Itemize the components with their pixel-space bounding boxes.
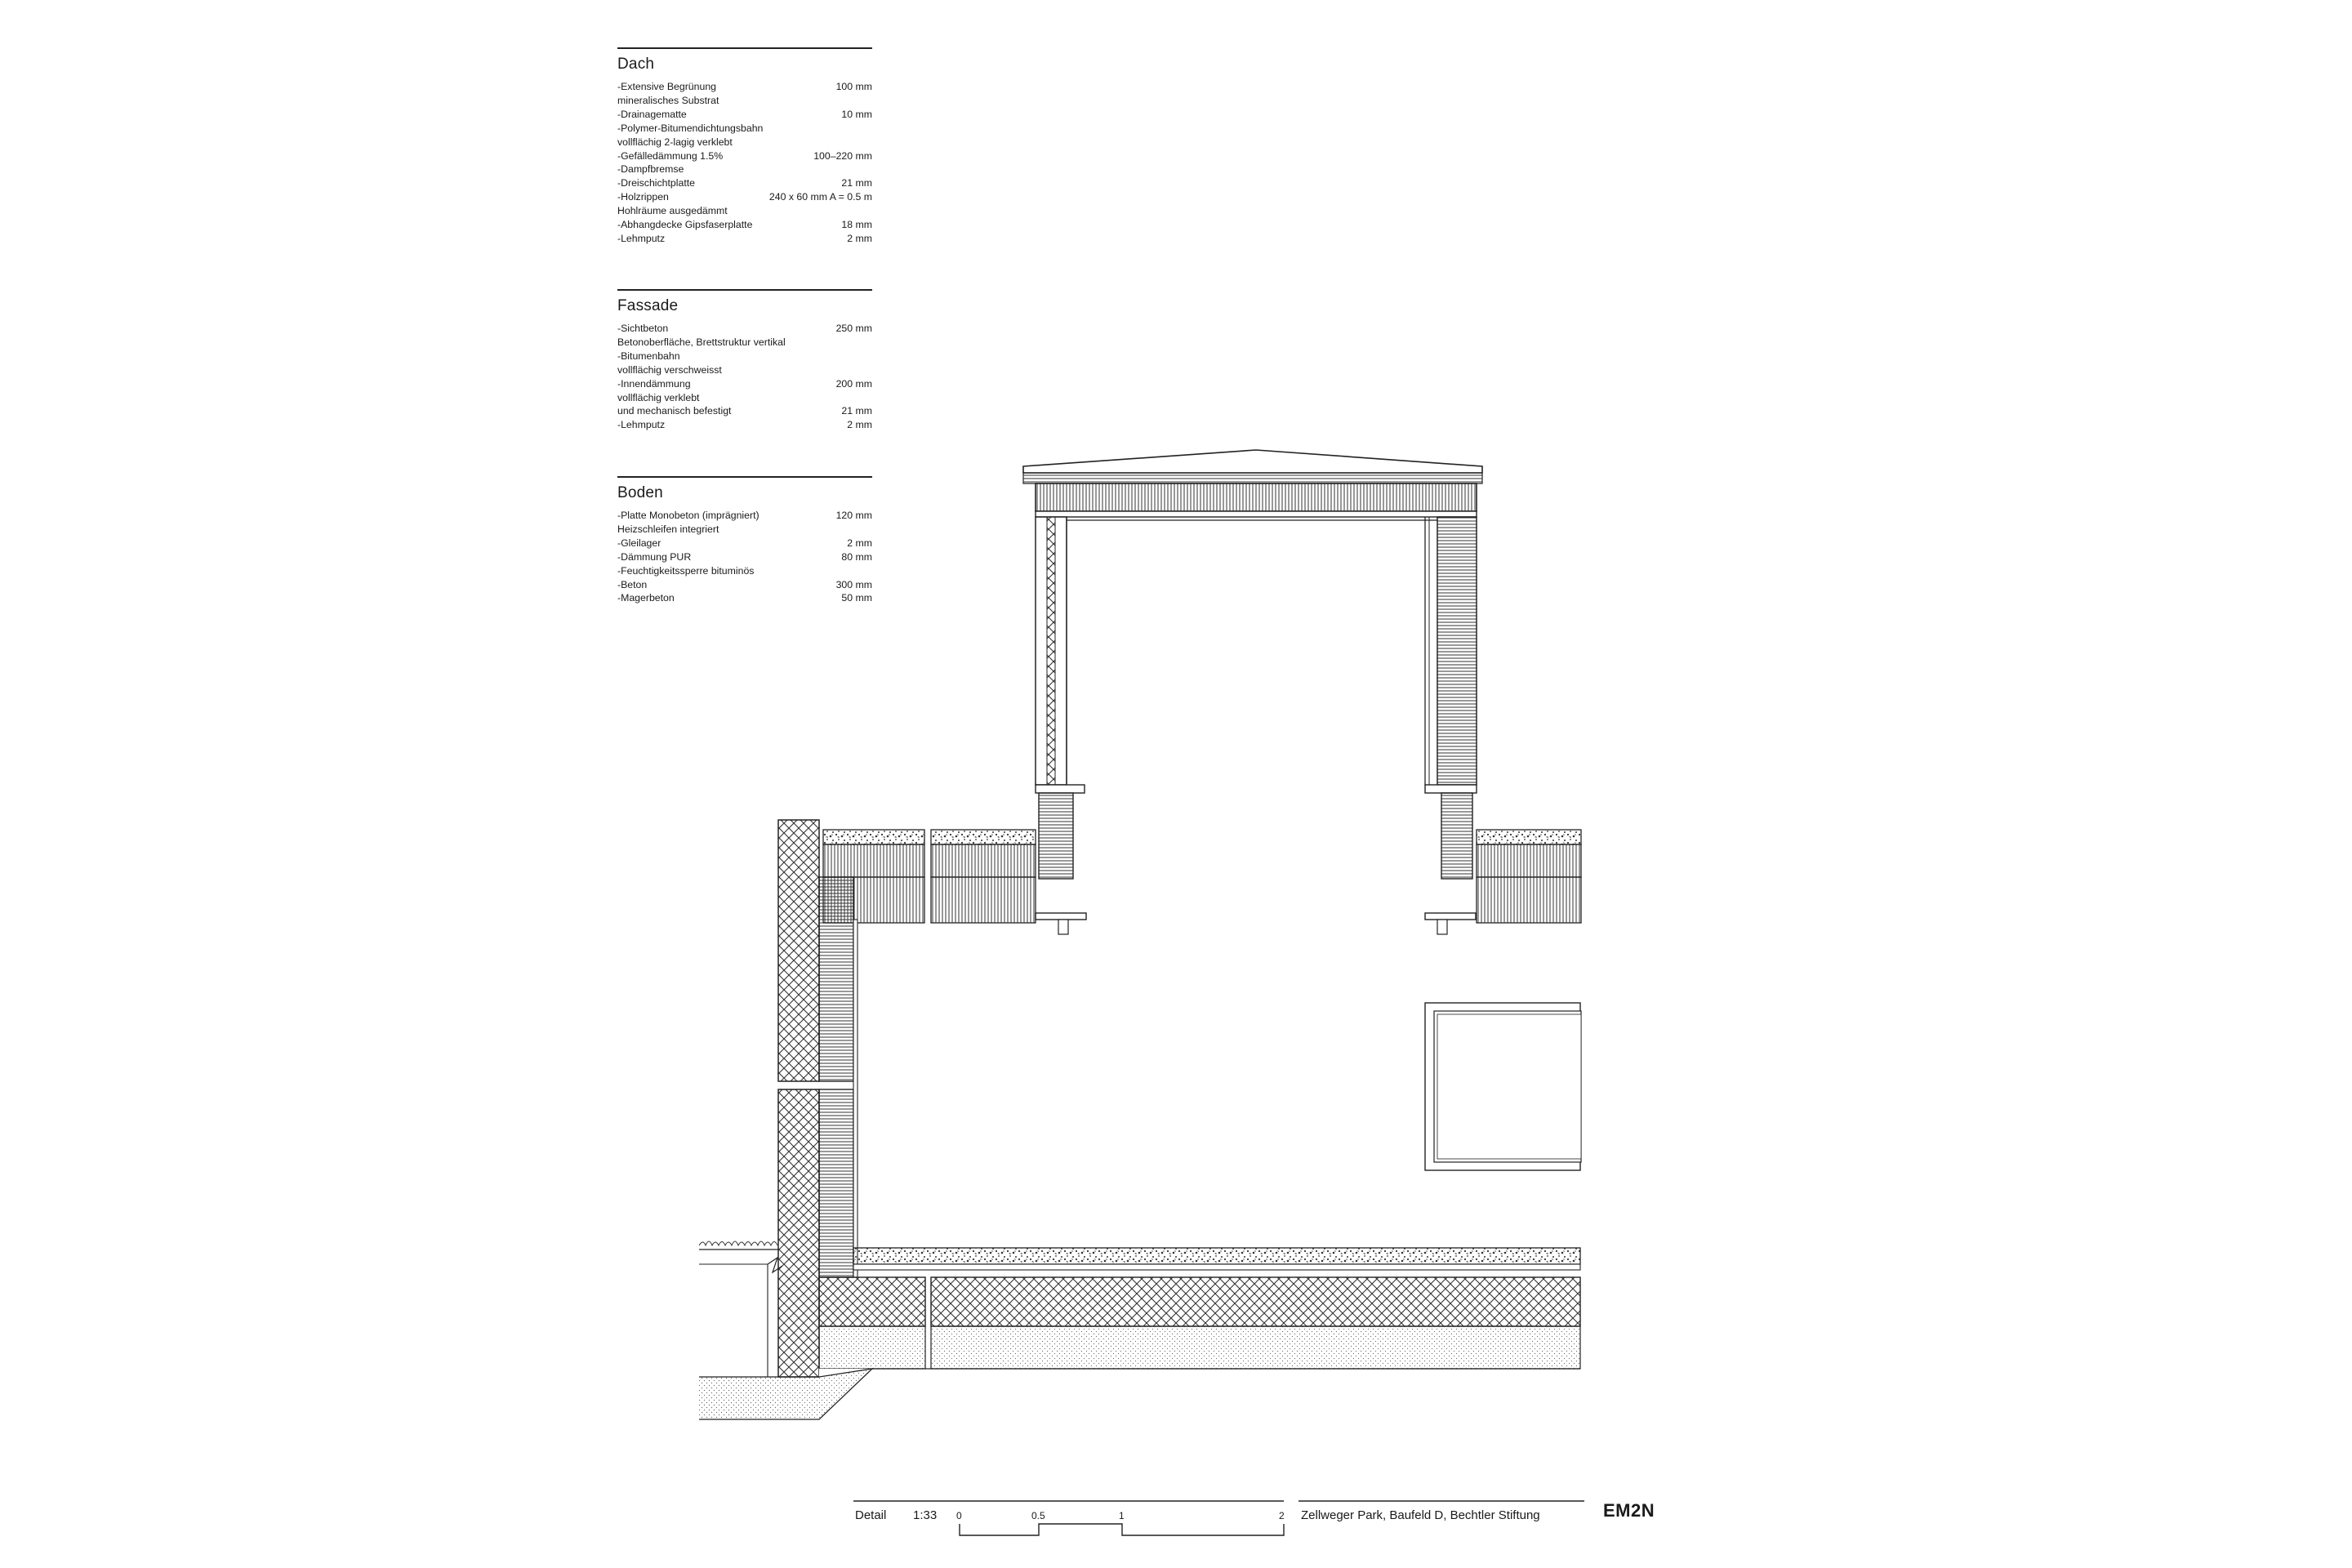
legend-row: vollflächig 2-lagig verklebt [617,136,733,148]
scale-tick-1: 1 [1119,1510,1125,1521]
scale-label: 1:33 [913,1508,938,1522]
legend-rule [617,47,872,49]
legend-rows [617,322,872,432]
legend-row: -Dämmung PUR 80 mm [617,550,872,563]
legend-title: Fassade [617,297,679,314]
legend-row: -Holzrippen 240 x 60 mm A = 0.5 m [617,191,872,203]
lower-window [1425,1003,1581,1170]
upper-floor-left [823,830,1036,923]
legend-row: -Lehmputz 2 mm [617,419,872,431]
legend-row: -Magerbeton 50 mm [617,592,872,604]
legend-rows [617,80,872,246]
legend-row: -Feuchtigkeitssperre bituminös [617,564,755,577]
scale-tick-0: 0 [956,1510,962,1521]
legend-row: -Bitumenbahn [617,350,680,362]
legend-rule [617,289,872,291]
legend-row: und mechanisch befestigt 21 mm [617,405,872,417]
legend-row: -Drainagematte 10 mm [617,108,872,120]
upper-floor-right [1477,830,1581,923]
legend-title: Dach [617,56,655,73]
legend-row: Heizschleifen integriert [617,523,719,535]
project-title: Zellweger Park, Baufeld D, Bechtler Stiftung [1301,1508,1540,1522]
legend-rows [617,509,872,605]
legend-title: Boden [617,484,663,501]
legend-row: Betonoberfläche, Brettstruktur vertikal [617,336,786,348]
ground-floor-slab [819,1248,1580,1419]
scale-tick-05: 0.5 [1031,1510,1045,1521]
legend-rule [617,476,872,478]
legend-row: -Innendämmung 200 mm [617,377,872,390]
scale-bar [960,1524,1284,1535]
legend-row: -Extensive Begrünung 100 mm [617,81,872,92]
legend-row: -Gefälledämmung 1.5% 100–220 mm [617,149,872,162]
legend-dach [617,47,872,246]
roof-assembly [1023,450,1482,520]
legend-row: mineralisches Substrat [617,94,719,106]
legend-row: -Beton 300 mm [617,578,872,590]
legend-row: vollflächig verklebt [617,391,700,403]
window-frame-left [1036,517,1086,934]
legend-fassade [617,289,872,432]
legend-row: -Dampfbremse [617,163,684,176]
legend-row: Hohlräume ausgedämmt [617,205,728,217]
legend-row: -Dreischichtplatte 21 mm [617,177,872,189]
legend-row: -Platte Monobeton (imprägniert) 120 mm [617,510,872,521]
legend-row: -Sichtbeton 250 mm [617,323,872,334]
legend-row: -Lehmputz 2 mm [617,232,872,244]
office-logo: EM2N [1603,1500,1655,1521]
legend-boden [617,476,872,605]
legend-row: vollflächig verschweisst [617,363,722,376]
detail-label: Detail [855,1508,887,1522]
window-frame-right [1425,517,1477,934]
scale-tick-2: 2 [1279,1510,1285,1521]
legend-row: -Abhangdecke Gipsfaserplatte 18 mm [617,219,872,231]
legend-row: -Gleilager 2 mm [617,537,872,549]
legend-row: -Polymer-Bitumendichtungsbahn [617,122,764,134]
